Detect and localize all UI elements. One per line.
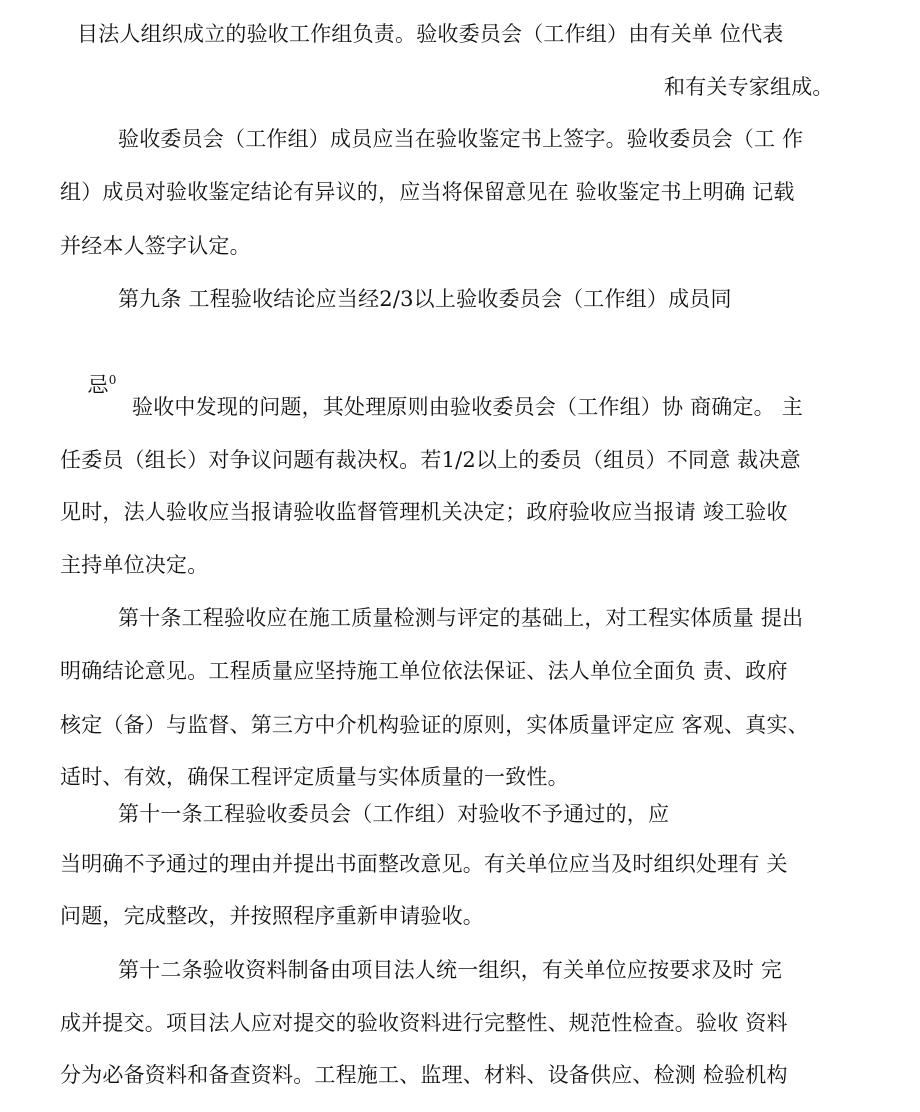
text-line: 适时、有效，确保工程评定质量与实体质量的一致性。 — [60, 765, 569, 789]
text-line: 并经本人签字认定。 — [60, 234, 251, 258]
text-line: 任委员（组长）对争议问题有裁决权。若1/2以上的委员（组员）不同意 裁决意 — [60, 448, 801, 472]
text-fragment: 忌 — [87, 373, 109, 397]
text-line: 第十条工程验收应在施工质量检测与评定的基础上，对工程实体质量 提出 — [118, 606, 804, 630]
text-line: 第九条 工程验收结论应当经2/3以上验收委员会（工作组）成员同 — [118, 287, 732, 311]
text-line: 问题，完成整改，并按照程序重新申请验收。 — [60, 904, 484, 928]
text-line: 和有关专家组成。 — [664, 75, 834, 99]
text-line: 当明确不予通过的理由并提出书面整改意见。有关单位应当及时组织处理有 关 — [60, 852, 788, 876]
text-line — [60, 341, 117, 424]
text-line: 验收委员会（工作组）成员应当在验收鉴定书上签字。验收委员会（工 作 — [118, 127, 804, 151]
text-line: 目法人组织成立的验收工作组负责。验收委员会（工作组）由有关单 位代表 — [77, 22, 784, 46]
text-line: 第十一条工程验收委员会（工作组）对验收不予通过的，应 — [118, 802, 670, 826]
text-line: 核定（备）与监督、第三方中介机构验证的原则，实体质量评定应 客观、真实、 — [60, 713, 809, 737]
text-line: 第十二条验收资料制备由项目法人统一组织，有关单位应按要求及时 完 — [118, 958, 783, 982]
text-line: 验收中发现的问题，其处理原则由验收委员会（工作组）协 商确定。 主 — [132, 395, 803, 419]
text-line: 见时，法人验收应当报请验收监督管理机关决定；政府验收应当报请 竣工验收 — [60, 500, 788, 524]
text-line: 成并提交。项目法人应对提交的验收资料进行完整性、规范性检查。验收 资料 — [60, 1011, 788, 1035]
text-line: 组）成员对验收鉴定结论有异议的，应当将保留意见在 验收鉴定书上明确 记载 — [60, 180, 795, 204]
superscript-mark: 0 — [108, 373, 117, 387]
text-line: 明确结论意见。工程质量应坚持施工单位依法保证、法人单位全面负 责、政府 — [60, 659, 788, 683]
text-line: 主持单位决定。 — [60, 553, 209, 577]
text-line: 分为必备资料和备查资料。工程施工、监理、材料、设备供应、检测 检验机构 — [60, 1063, 788, 1087]
